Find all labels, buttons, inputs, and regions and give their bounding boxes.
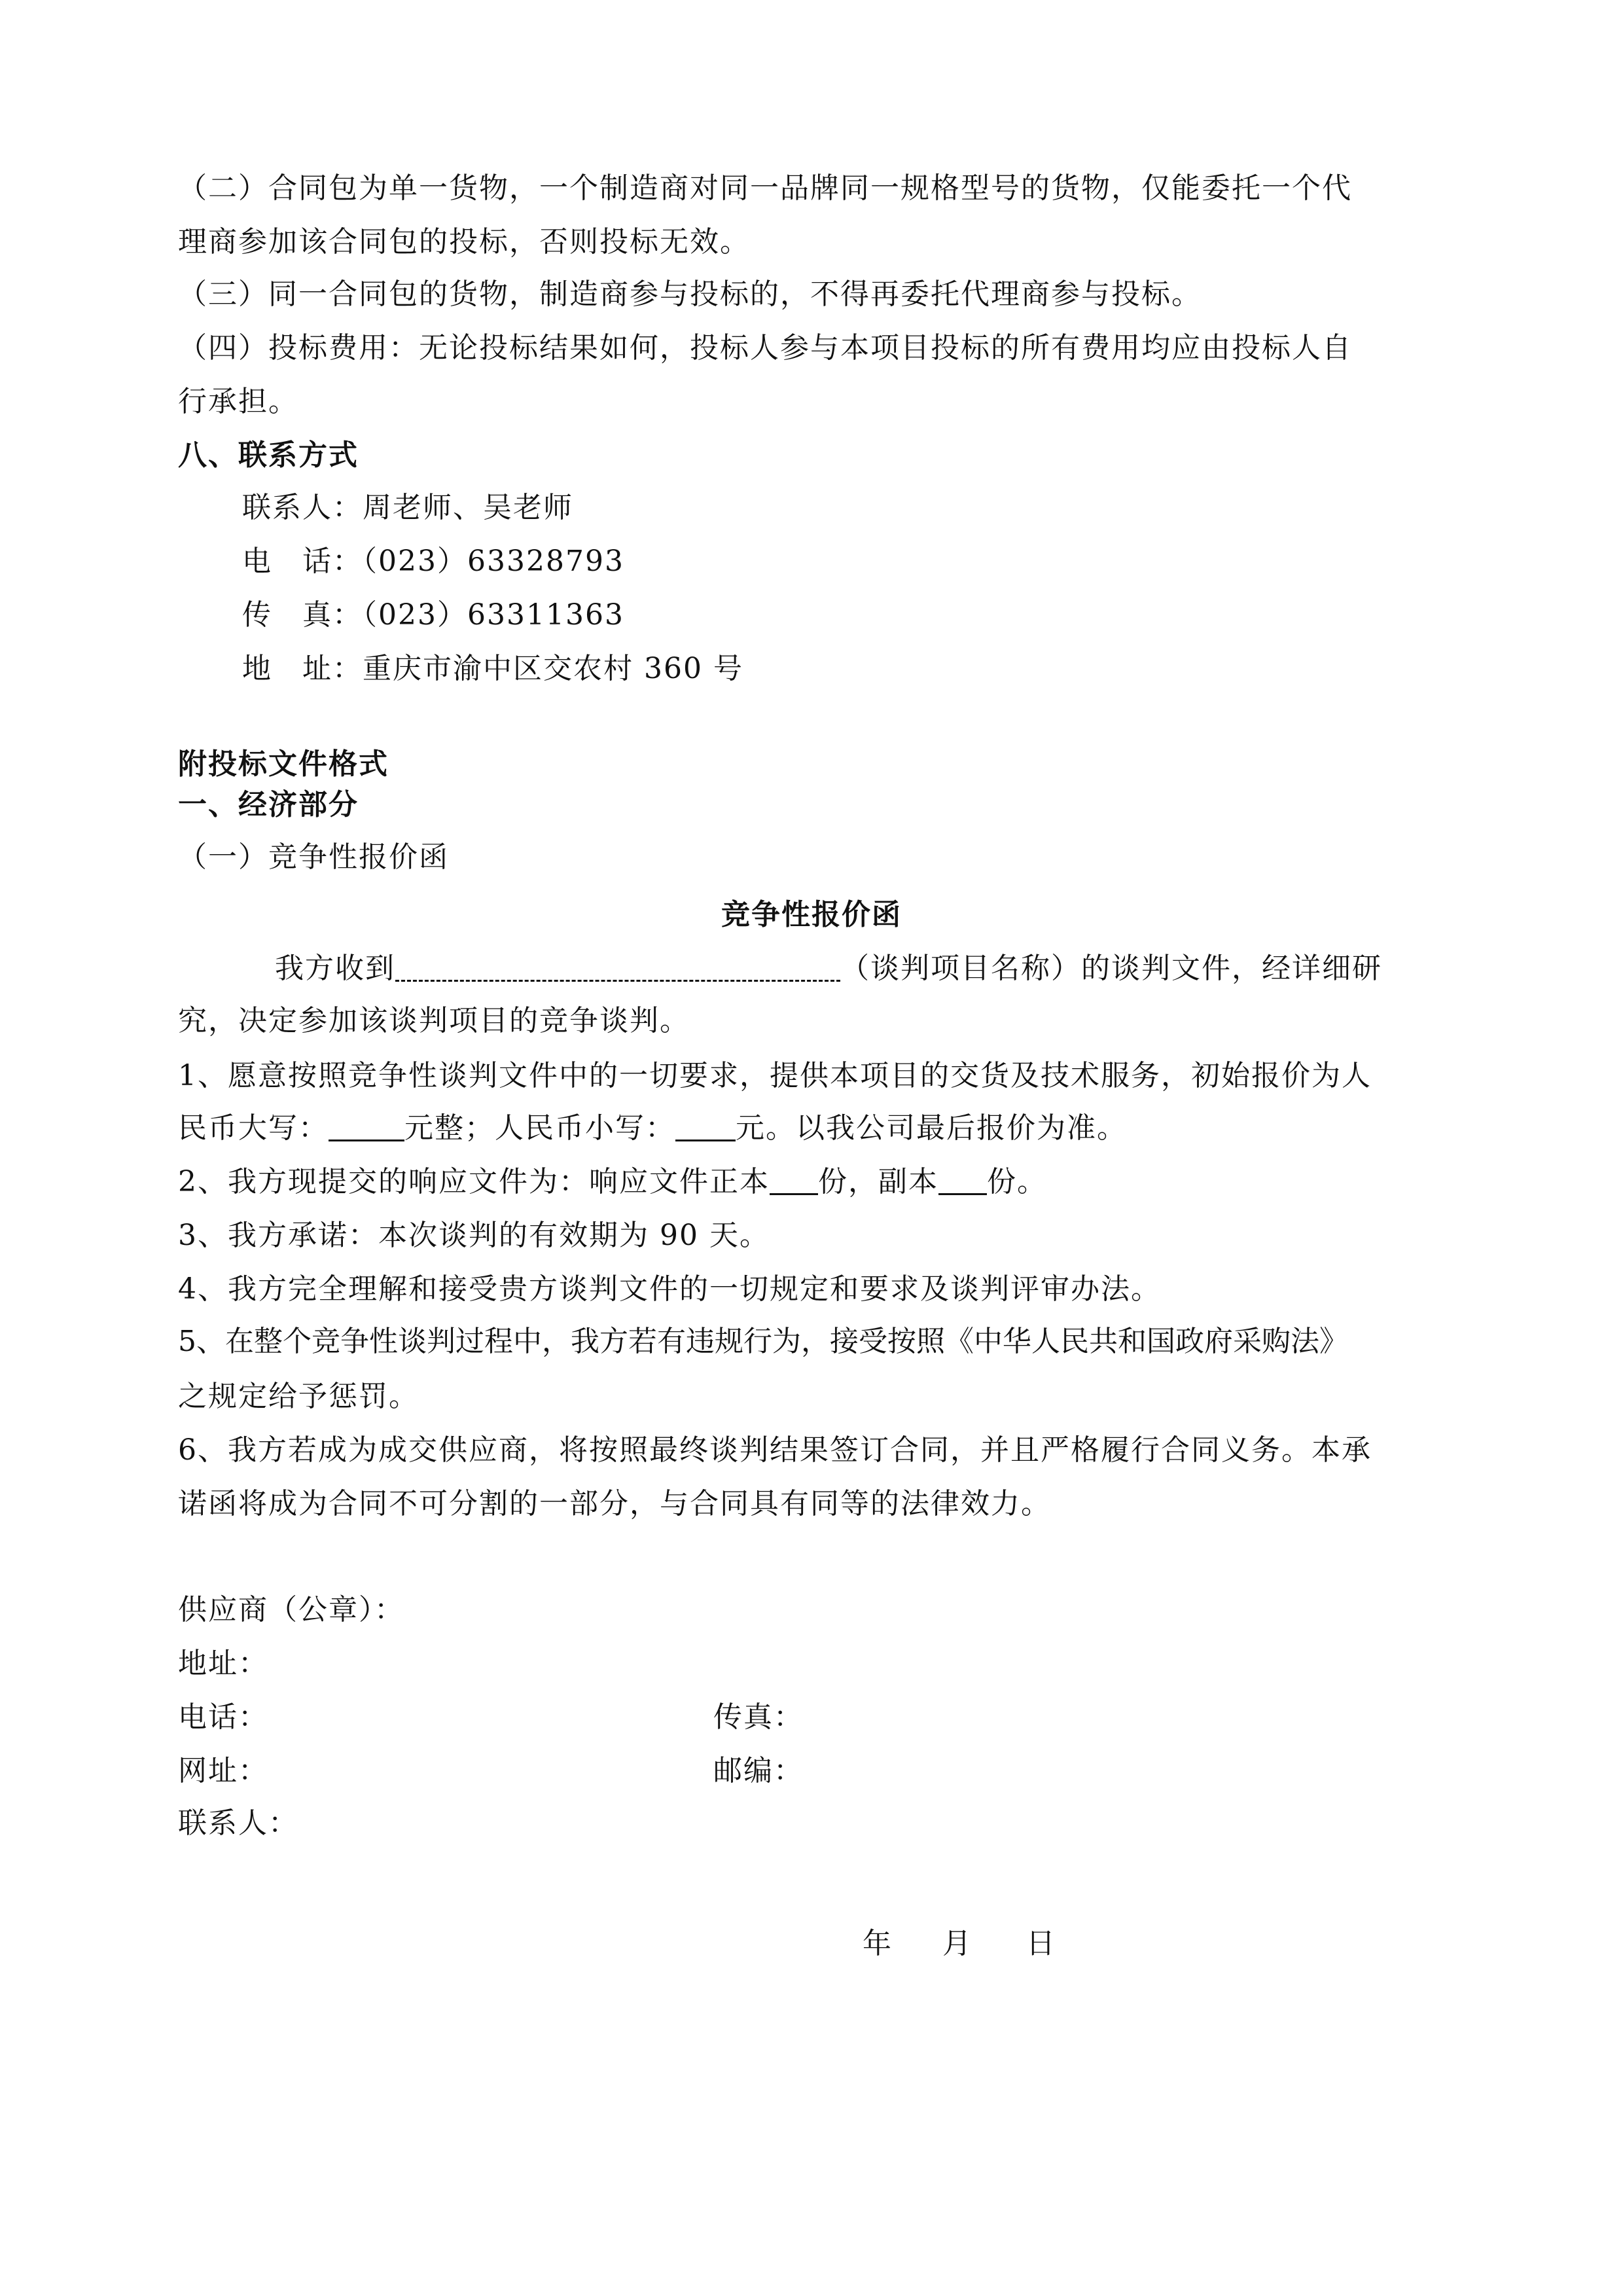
postcode-label: 邮编： bbox=[713, 1754, 804, 1787]
para-1-line2 bbox=[178, 1109, 1623, 1148]
contact-phone-value: （023）63328793 bbox=[363, 545, 624, 578]
p1-capital-label: 民币大写： bbox=[178, 1111, 329, 1145]
p2-tail: 份。 bbox=[987, 1165, 1047, 1198]
para-6-line2: 诺函将成为合同不可分割的一部分，与合同具有同等的法律效力。 bbox=[178, 1487, 1051, 1520]
para-3: 3、我方承诺：本次谈判的有效期为 90 天。 bbox=[178, 1219, 770, 1252]
p1-small-label: 元整；人民币小写： bbox=[404, 1111, 675, 1145]
capital-amount-blank bbox=[329, 1113, 404, 1141]
p1-tail: 元。以我公司最后报价为准。 bbox=[736, 1111, 1127, 1145]
intro-suffix: （谈判项目名称）的谈判文件，经详细研 bbox=[840, 952, 1382, 985]
p2-original-label: 2、我方现提交的响应文件为：响应文件正本 bbox=[178, 1165, 770, 1198]
item-4-line2: 行承担。 bbox=[178, 385, 298, 418]
original-count-blank bbox=[770, 1167, 818, 1195]
contact-address-value: 重庆市渝中区交农村 360 号 bbox=[363, 652, 743, 685]
contact-fax-label: 传 真： bbox=[242, 598, 363, 632]
appendix-heading: 附投标文件格式 bbox=[178, 747, 389, 781]
supplier-seal-label: 供应商（公章）： bbox=[178, 1593, 404, 1626]
letter-title: 竞争性报价函 bbox=[721, 898, 902, 931]
letter-intro bbox=[275, 949, 1623, 988]
contact-address bbox=[242, 649, 1623, 689]
project-name-blank bbox=[395, 954, 840, 982]
para-5-line1: 5、在整个竞争性谈判过程中，我方若有违规行为，接受按照《中华人民共和国政府采购法》 bbox=[178, 1325, 1348, 1358]
para-6-line1: 6、我方若成为成交供应商，将按照最终谈判结果签订合同，并且严格履行合同义务。本承 bbox=[178, 1433, 1372, 1467]
contact-phone bbox=[242, 542, 1623, 581]
address-label: 地址： bbox=[178, 1647, 268, 1680]
contact-heading: 八、联系方式 bbox=[178, 439, 359, 472]
phone-label: 电话： bbox=[178, 1700, 268, 1734]
para-4: 4、我方完全理解和接受贵方谈判文件的一切规定和要求及谈判评审办法。 bbox=[178, 1272, 1161, 1306]
item-4-line1: （四）投标费用：无论投标结果如何，投标人参与本项目投标的所有费用均应由投标人自 bbox=[178, 331, 1352, 365]
contact-phone-label: 电 话： bbox=[242, 545, 363, 578]
fax-label: 传真： bbox=[713, 1700, 804, 1734]
contact-fax bbox=[242, 596, 1623, 635]
part-one-heading: 一、经济部分 bbox=[178, 788, 359, 821]
date-month: 月 bbox=[942, 1927, 972, 1960]
intro-line2: 究，决定参加该谈判项目的竞争谈判。 bbox=[178, 1004, 690, 1037]
contact-address-label: 地 址： bbox=[242, 652, 363, 685]
para-5-line2: 之规定给予惩罚。 bbox=[178, 1380, 419, 1413]
small-amount-blank bbox=[675, 1113, 736, 1141]
date-day: 日 bbox=[1026, 1927, 1056, 1960]
intro-prefix: 我方收到 bbox=[275, 952, 395, 985]
contact-person-value: 周老师、吴老师 bbox=[363, 491, 573, 524]
para-2 bbox=[178, 1162, 1623, 1202]
website-label: 网址： bbox=[178, 1754, 268, 1787]
contact-person-label-sig: 联系人： bbox=[178, 1806, 298, 1840]
contact-person-label: 联系人： bbox=[242, 491, 363, 524]
item-3: （三）同一合同包的货物，制造商参与投标的，不得再委托代理商参与投标。 bbox=[178, 278, 1202, 311]
item-2-line2: 理商参加该合同包的投标，否则投标无效。 bbox=[178, 225, 750, 259]
copy-count-blank bbox=[938, 1167, 987, 1195]
contact-fax-value: （023）63311363 bbox=[363, 598, 624, 632]
para-1-line1: 1、愿意按照竞争性谈判文件中的一切要求，提供本项目的交货及技术服务，初始报价为人 bbox=[178, 1059, 1372, 1092]
sub-one-heading: （一）竞争性报价函 bbox=[178, 840, 449, 874]
item-2-line1: （二）合同包为单一货物，一个制造商对同一品牌同一规格型号的货物，仅能委托一个代 bbox=[178, 171, 1352, 205]
p2-copy-label: 份，副本 bbox=[818, 1165, 938, 1198]
contact-person bbox=[242, 488, 1623, 528]
date-year: 年 bbox=[863, 1927, 893, 1960]
